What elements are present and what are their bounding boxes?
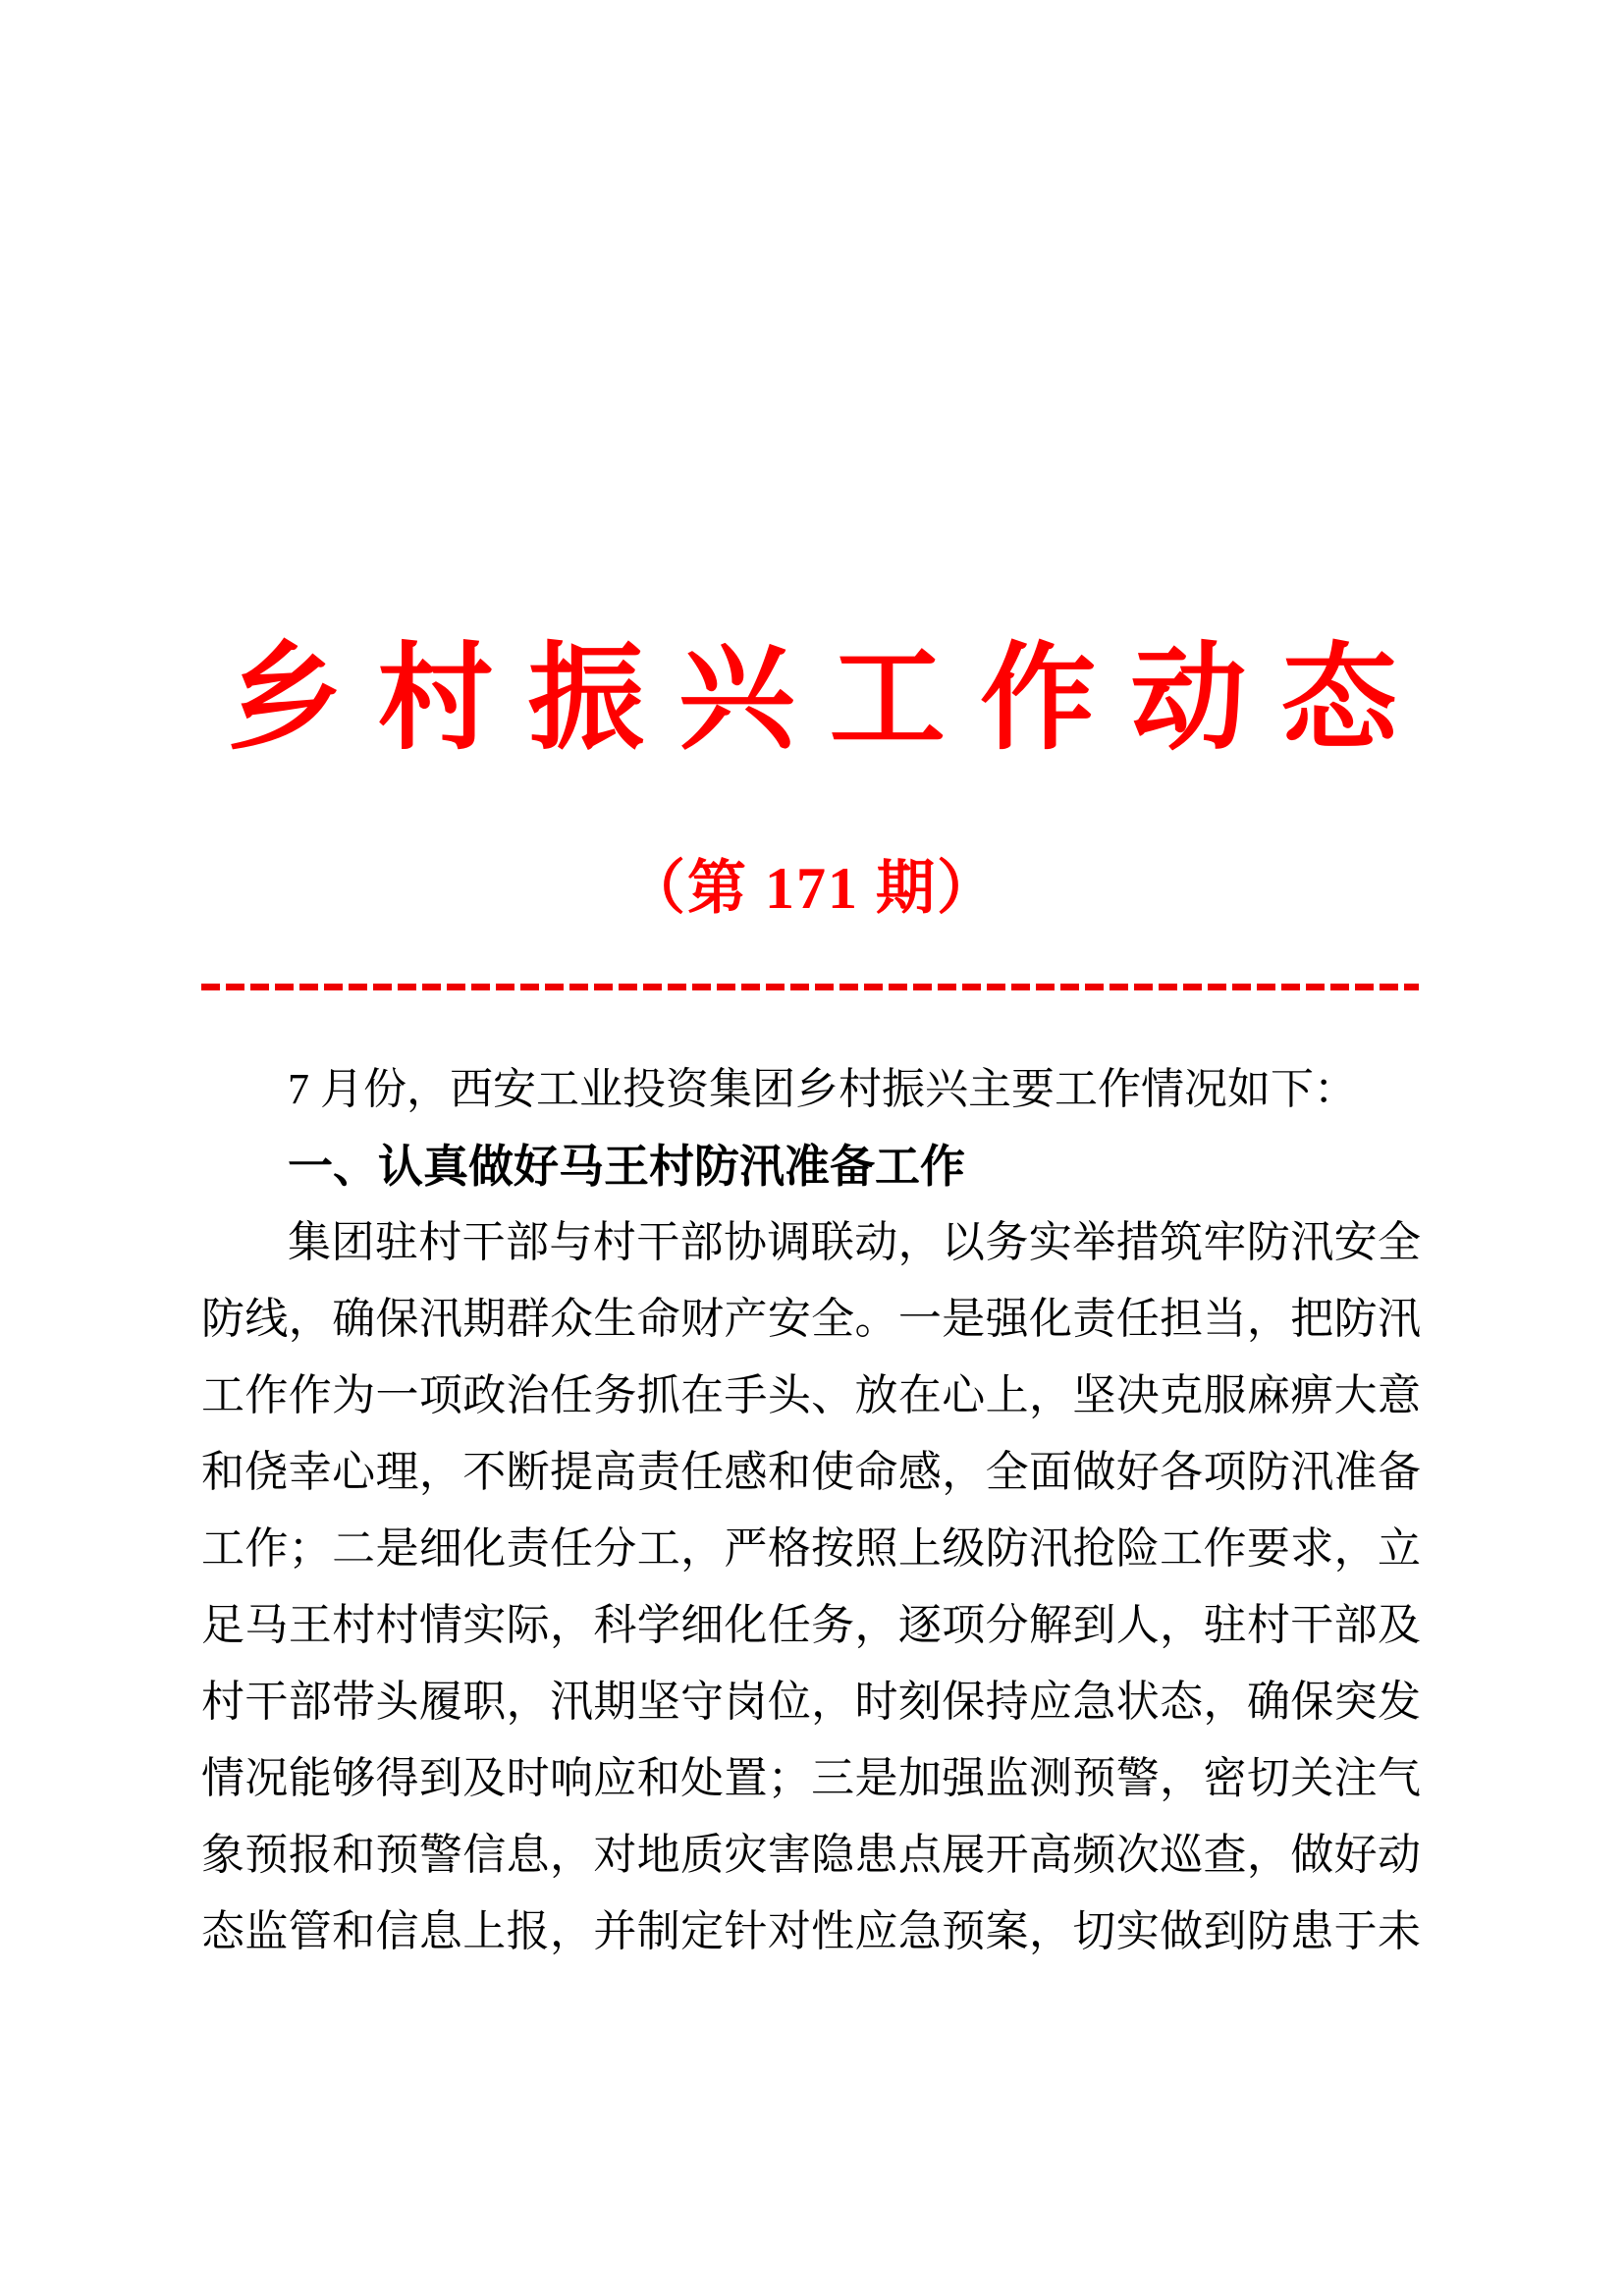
- section-heading: 一、认真做好马王村防汛准备工作: [288, 1141, 965, 1192]
- body-line: 态监管和信息上报，并制定针对性应急预案，切实做到防患于未: [201, 1907, 1421, 1955]
- body-line: 集团驻村干部与村干部协调联动，以务实举措筑牢防汛安全: [288, 1218, 1421, 1266]
- body-line: 工作；二是细化责任分工，严格按照上级防汛抢险工作要求，立: [201, 1524, 1421, 1573]
- document-body: [201, 1051, 1421, 1970]
- body-line: 情况能够得到及时响应和处置；三是加强监测预警，密切关注气: [201, 1754, 1421, 1802]
- body-line: 足马王村村情实际，科学细化任务，逐项分解到人，驻村干部及: [201, 1601, 1421, 1649]
- body-line: 工作作为一项政治任务抓在手头、放在心上，坚决克服麻痹大意: [201, 1371, 1421, 1419]
- body-line: 和侥幸心理，不断提高责任感和使命感，全面做好各项防汛准备: [201, 1448, 1421, 1496]
- body-line: 象预报和预警信息，对地质灾害隐患点展开高频次巡查，做好动: [201, 1831, 1421, 1879]
- document-title: 乡村振兴工作动态: [227, 635, 1433, 764]
- body-line: 防线，确保汛期群众生命财产安全。一是强化责任担当，把防汛: [201, 1295, 1421, 1343]
- issue-number: （第 171 期）: [626, 856, 998, 921]
- red-dashed-divider: [201, 984, 1419, 990]
- intro-line: 7 月份，西安工业投资集团乡村振兴主要工作情况如下：: [288, 1065, 1357, 1113]
- body-line: 村干部带头履职，汛期坚守岗位，时刻保持应急状态，确保突发: [201, 1678, 1421, 1726]
